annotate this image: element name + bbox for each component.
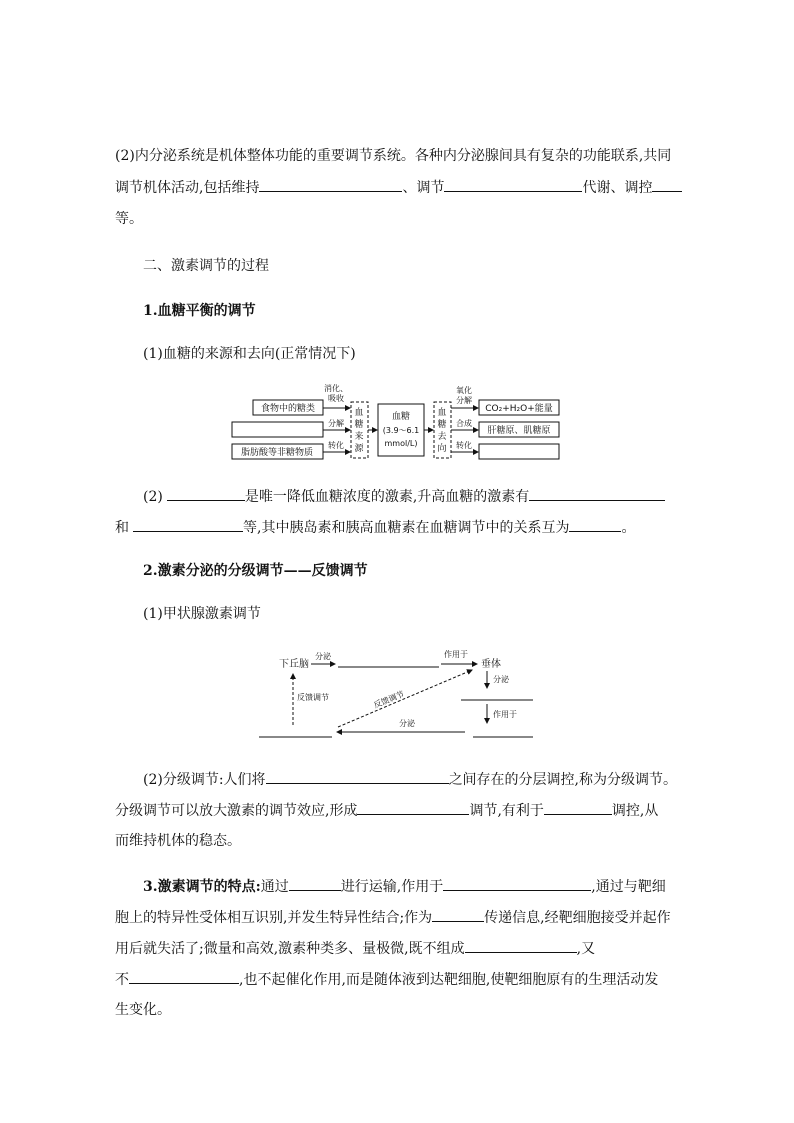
para-endocrine-line1: (2)内分泌系统是机体整体功能的重要调节系统。各种内分泌腺间具有复杂的功能联系,共同 [115,148,672,164]
features-line2 [115,907,671,928]
text: 通过 [260,879,289,895]
text: 等,其中胰岛素和胰高血糖素在血糖调节中的关系互为 [243,520,570,536]
subsection-title-3: 3.激素调节的特点: [143,879,261,895]
subsection-sub-1: (1)血糖的来源和去向(正常情况下) [143,346,356,362]
text: 调控,从 [611,803,659,819]
glycogen-label: 肝糖原、肌糖原 [487,426,551,436]
feedback-label: 反馈调节 [297,693,329,702]
non-sugar-label: 脂肪酸等非糖物质 [240,448,314,458]
text: 用后就失活了;微量和高效,激素种类多、量极微,既不组成 [115,941,465,957]
arrow-label: 吸收 [328,394,344,403]
arrow-label: 转化 [456,441,472,450]
features-line4 [115,969,658,990]
text: 不 [115,972,129,988]
answer-blank[interactable] [444,177,582,192]
text: 之间存在的分层调控,称为分级调节。 [448,772,678,788]
para-endocrine-line2 [115,177,682,198]
text: 和 [115,520,129,536]
answer-blank[interactable] [544,800,612,815]
para-endocrine-line3: 等。 [115,211,143,227]
arrow-label: 分解 [456,396,472,405]
answer-blank[interactable] [129,969,239,984]
features-line5: 生变化。 [115,1002,171,1018]
graded-line1 [143,769,677,790]
text: 调节,有利于 [469,803,544,819]
answer-blank[interactable] [133,517,243,532]
answer-blank[interactable] [529,486,665,501]
text: 分级调节可以放大激素的调节效应,形成 [115,803,358,819]
text: 传递信息,经靶细胞接受并起作 [484,910,671,926]
text: 、调节 [402,180,445,196]
source-char: 源 [354,444,364,454]
dest-char: 糖 [437,420,447,430]
pituitary-label: 垂体 [481,659,501,670]
answer-blank[interactable] [443,876,591,891]
hypothalamus-label: 下丘脑 [279,659,309,670]
source-char: 来 [354,432,364,442]
text: ,也不起催化作用,而是随体液到达靶细胞,使靶细胞原有的生理活动发 [239,972,659,988]
section-heading: 二、激素调节的过程 [143,258,269,274]
text: 胞上的特异性受体相互识别,并发生特异性结合;作为 [115,910,433,926]
answer-blank[interactable] [652,177,682,192]
food-sugar-label: 食物中的糖类 [260,404,316,414]
arrow-label: 分解 [328,419,344,428]
glucose-unit: mmol/L) [384,439,418,448]
arrow-label: 分泌 [315,652,331,661]
answer-blank[interactable] [266,769,449,784]
arrow-label: 合成 [456,419,472,428]
text: ,又 [576,941,596,957]
arrow-label: 氧化 [456,386,472,395]
thyroid-regulation-diagram [255,640,545,745]
co2-label: CO₂+H₂O+能量 [485,404,553,414]
answer-blank[interactable] [432,907,484,922]
arrow-label: 转化 [328,441,344,450]
arrow-label: 分泌 [399,719,415,728]
arrow-label: 作用于 [493,710,517,719]
graded-line2 [115,800,658,821]
feedback-label: 反馈调节 [372,689,406,710]
source-char: 糖 [354,420,364,430]
dest-char: 血 [437,408,447,418]
subsection-sub-2: (1)甲状腺激素调节 [143,606,261,622]
answer-blank[interactable] [289,876,341,891]
text: 进行运输,作用于 [340,879,444,895]
glucose-range: (3.9～6.1 [382,426,420,435]
text: ,通过与靶细 [591,879,666,895]
graded-line3: 而维持机体的稳态。 [115,833,241,849]
features-line3 [115,938,595,959]
subsection-title-1: 1.血糖平衡的调节 [143,303,256,319]
text: (2) [143,489,163,505]
answer-blank[interactable] [357,800,469,815]
answer-blank[interactable] [259,177,402,192]
text: (2)分级调节:人们将 [143,772,266,788]
insulin-line1 [143,486,665,507]
text: 。 [621,520,636,536]
text: 代谢、调控 [582,180,653,196]
arrow-label: 作用于 [444,650,468,659]
text: 是唯一降低血糖浓度的激素,升高血糖的激素有 [244,489,530,505]
answer-blank[interactable] [465,938,577,953]
arrow-label: 消化、 [324,384,348,393]
text: 调节机体活动,包括维持 [115,180,260,196]
answer-blank[interactable] [569,517,621,532]
blood-glucose-label: 血糖 [391,412,411,422]
insulin-line2 [115,517,635,538]
dest-char: 去 [437,432,447,442]
features-line1 [143,876,666,897]
blood-glucose-diagram [228,382,564,464]
subsection-title-2: 2.激素分泌的分级调节——反馈调节 [143,563,368,579]
arrow-label: 分泌 [493,675,509,684]
dest-char: 向 [437,444,447,454]
answer-blank[interactable] [167,486,245,501]
source-char: 血 [354,408,364,418]
